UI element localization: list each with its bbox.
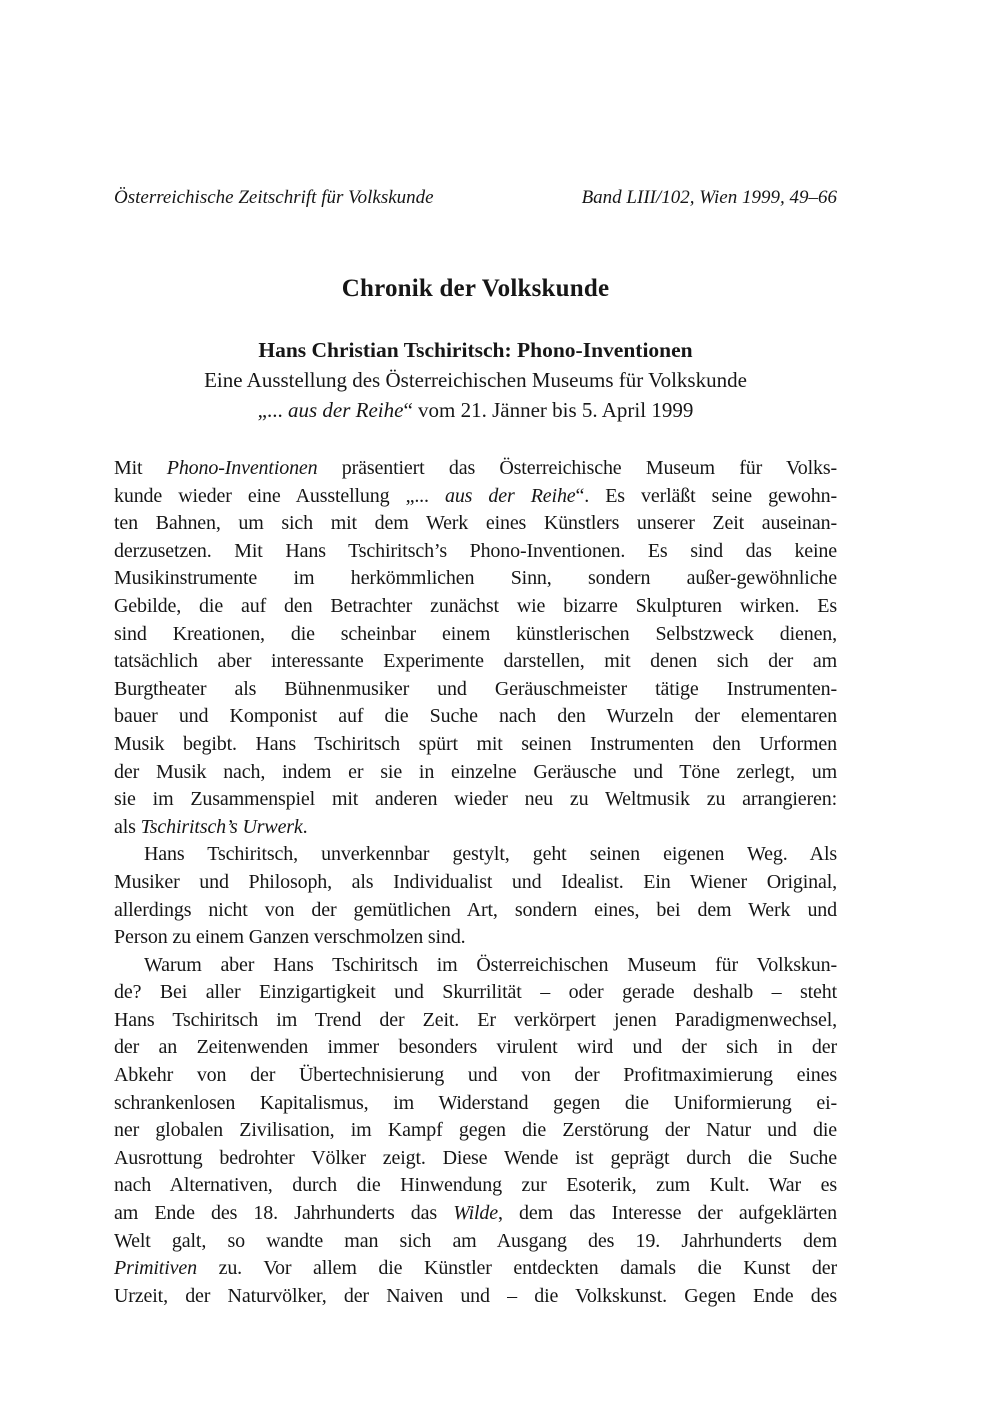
text-line <box>114 759 837 787</box>
text-segment: sie im Zusammenspiel mit anderen wieder neu zu Weltmusik zu arrangieren: <box>114 788 837 811</box>
section-title: Chronik der Volkskunde <box>341 275 610 302</box>
text-segment: derzusetzen. Mit Hans Tschiritsch’s Phono-Inventionen. Es sind das keine <box>114 539 837 562</box>
text-line <box>114 565 837 593</box>
text-segment: bauer und Komponist auf die Suche nach den Wurzeln der elementaren <box>114 705 837 728</box>
text-segment: der an Zeitenwenden immer besonders virulent wird und der sich in der <box>114 1036 837 1059</box>
text-line <box>114 703 837 731</box>
text-line <box>114 1062 837 1090</box>
text-line <box>114 483 837 511</box>
text-segment: , dem das Interesse der aufgeklärten <box>498 1202 837 1225</box>
text-segment: aus der Reihe <box>444 484 576 507</box>
text-segment: allerdings nicht von der gemütlichen Art, sondern eines, bei dem Werk und <box>114 898 837 921</box>
issue-info: Band LIII/102, Wien 1999, 49–66 <box>581 187 837 208</box>
text-line <box>114 1145 837 1173</box>
text-line <box>114 455 837 483</box>
paragraph <box>114 952 837 1311</box>
text-segment: nach Alternativen, durch die Hinwendung zur Esoterik, zum Kult. War es <box>114 1174 837 1197</box>
text-line <box>114 1283 837 1311</box>
article-subtitle-line2 <box>114 395 837 425</box>
paragraph <box>114 841 837 951</box>
text-line <box>114 1172 837 1200</box>
text-segment: aus der Reihe <box>287 398 404 422</box>
text-segment: Ausrottung bedrohter Völker zeigt. Diese Wende ist geprägt durch die Suche <box>114 1146 837 1169</box>
text-segment: Musikinstrumente im herkömmlichen Sinn, sondern außer-gewöhnliche <box>114 567 837 590</box>
text-line <box>114 979 837 1007</box>
text-line <box>114 1007 837 1035</box>
text-segment: Phono-Inventionen <box>166 457 318 479</box>
text-line <box>114 1034 837 1062</box>
text-line <box>114 538 837 566</box>
text-line <box>114 593 837 621</box>
text-line <box>114 621 837 649</box>
text-segment: Abkehr von der Übertechnisierung und von der Profitmaximierung eines <box>114 1064 837 1087</box>
text-line <box>114 1255 837 1283</box>
text-segment: Hans Tschiritsch, unverkennbar gestylt, geht seinen eigenen Weg. Als <box>144 843 837 866</box>
text-line <box>114 952 837 980</box>
text-segment: Hans Tschiritsch im Trend der Zeit. Er verkörpert jenen Paradigmenwechsel, <box>114 1008 837 1031</box>
text-segment: Burgtheater als Bühnenmusiker und Geräuschmeister tätige Instrumenten- <box>114 677 837 700</box>
text-line <box>114 841 837 869</box>
text-segment: Urzeit, der Naturvölker, der Naiven und – die Volkskunst. Gegen Ende des <box>114 1284 837 1307</box>
text-segment: Mit <box>114 457 167 479</box>
text-segment: sind Kreationen, die scheinbar einem künstlerischen Selbstzweck dienen, <box>114 622 837 645</box>
text-segment: präsentiert das Österreichische Museum für Volks- <box>317 457 838 479</box>
text-line <box>114 814 837 842</box>
text-line <box>114 648 837 676</box>
text-line <box>114 1090 837 1118</box>
text-line <box>114 676 837 704</box>
text-segment: kunde wieder eine Ausstellung „... <box>114 484 445 507</box>
text-segment: Wilde <box>453 1202 498 1225</box>
article-body <box>114 455 837 1310</box>
text-line <box>114 731 837 759</box>
text-segment: zu. Vor allem die Künstler entdeckten damals die Kunst der <box>196 1257 837 1280</box>
text-line <box>114 1200 837 1228</box>
text-segment: tatsächlich aber interessante Experimente darstellen, mit denen sich der am <box>114 650 837 673</box>
text-segment: Person zu einem Ganzen verschmolzen sind. <box>114 926 466 949</box>
text-line <box>114 786 837 814</box>
text-segment: Primitiven <box>114 1257 197 1280</box>
article-subtitle-line1: Eine Ausstellung des Österreichischen Museums für Volkskunde <box>204 368 747 392</box>
text-segment: Musik begibt. Hans Tschiritsch spürt mit seinen Instrumenten den Urformen <box>114 732 837 755</box>
text-line <box>114 869 837 897</box>
running-head <box>114 186 837 210</box>
text-line <box>114 897 837 925</box>
text-line <box>114 924 837 952</box>
text-line <box>114 510 837 538</box>
text-segment: am Ende des 18. Jahrhunderts das <box>114 1202 454 1225</box>
text-line <box>114 1228 837 1256</box>
text-segment: “ vom 21. Jänner bis 5. April 1999 <box>403 398 694 422</box>
text-segment: . <box>302 815 308 838</box>
text-segment: ten Bahnen, um sich mit dem Werk eines Künstlers unserer Zeit auseinan- <box>114 512 837 535</box>
text-segment: de? Bei aller Einzigartigkeit und Skurrilität – oder gerade deshalb – steht <box>114 981 837 1004</box>
journal-title: Österreichische Zeitschrift für Volkskunde <box>114 187 434 208</box>
text-segment: Gebilde, die auf den Betrachter zunächst wie bizarre Skulpturen wirken. Es <box>114 594 837 617</box>
paragraph <box>114 455 837 841</box>
text-segment: Warum aber Hans Tschiritsch im Österreichischen Museum für Volkskun- <box>144 953 837 976</box>
text-line <box>114 1117 837 1145</box>
text-segment: als <box>114 815 141 838</box>
text-segment: Tschiritsch’s Urwerk <box>140 815 303 838</box>
text-segment: schrankenlosen Kapitalismus, im Widerstand gegen die Uniformierung ei- <box>114 1091 837 1114</box>
article-title: Hans Christian Tschiritsch: Phono-Inventionen <box>258 338 693 362</box>
text-segment: der Musik nach, indem er sie in einzelne Geräusche und Töne zerlegt, um <box>114 760 837 783</box>
text-segment: ner globalen Zivilisation, im Kampf gegen die Zerstörung der Natur und die <box>114 1119 837 1142</box>
text-segment: Musiker und Philosoph, als Individualist und Idealist. Ein Wiener Original, <box>114 870 837 893</box>
text-segment: “. Es verläßt seine gewohn- <box>575 484 837 507</box>
text-segment: „... <box>257 398 288 422</box>
text-segment: Welt galt, so wandte man sich am Ausgang des 19. Jahrhunderts dem <box>114 1229 837 1252</box>
